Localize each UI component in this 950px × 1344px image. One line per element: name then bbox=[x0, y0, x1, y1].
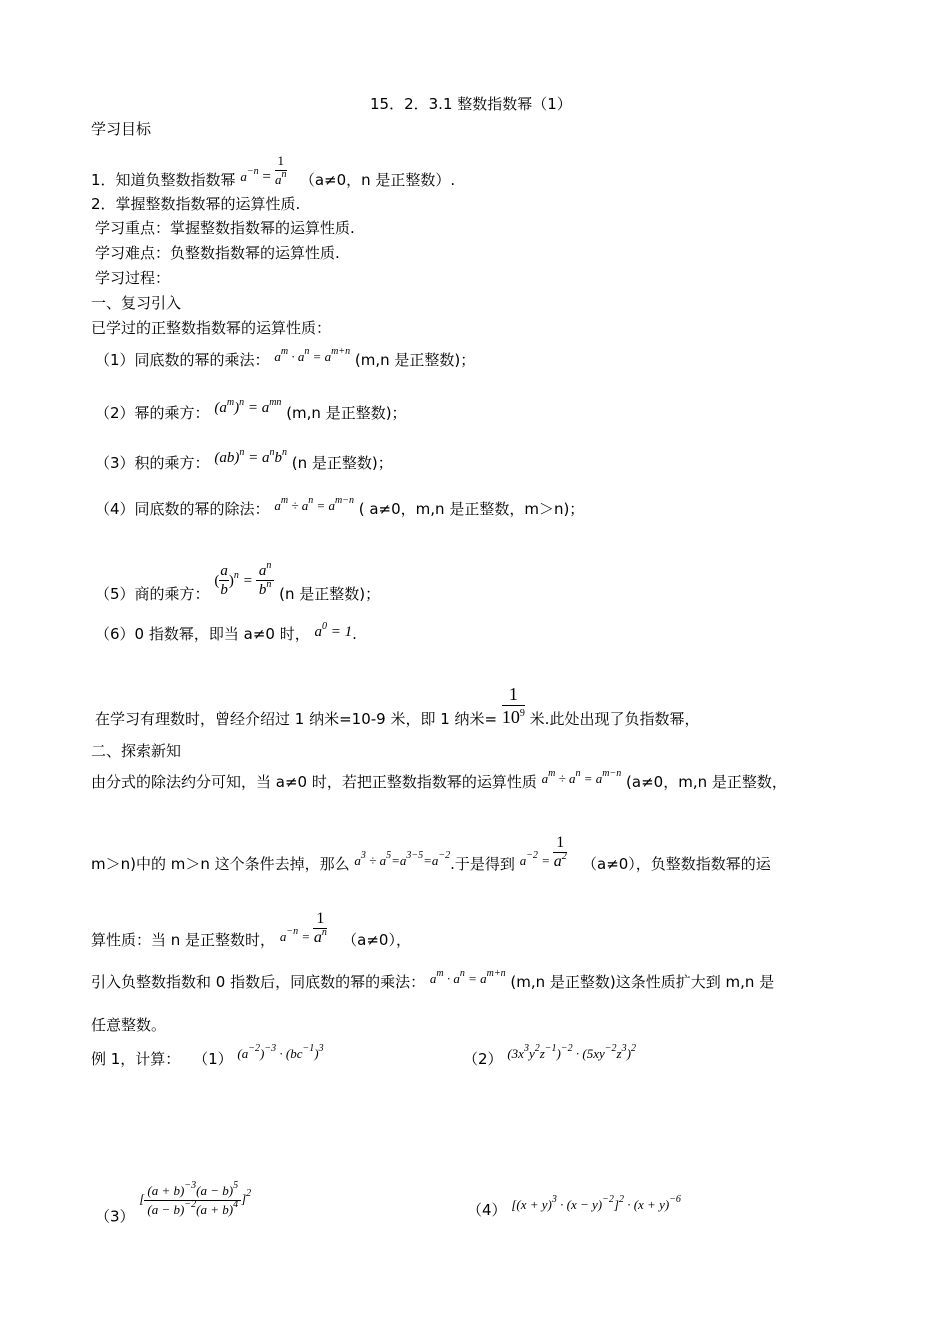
rule-2: （2）幂的乘方： $(a^m)^n = a^{mn}$ (m,n 是正整数)； bbox=[95, 397, 407, 422]
example-1-part-3: （3） [ $\frac{(a + b)^{-3}(a - b)^5}{(a - b)^{-2}(a + b)^4}$ ]$^2$ bbox=[95, 1180, 252, 1226]
objective-2: 2．掌握整数指数幂的运算性质. bbox=[91, 195, 301, 213]
rule-1: （1）同底数的幂的乘法： $a^m \cdot a^n = a^{m+n}$ (m,n 是正整数)； bbox=[95, 346, 476, 369]
rule-5: （5）商的乘方： ( $\frac{a}{b}$ )$^n$ = $\frac{a^n}{b^n}$ (n 是正整数)； bbox=[95, 560, 381, 603]
difficulty: 学习难点：负整数指数幂的运算性质. bbox=[95, 244, 340, 262]
section-1-heading: 一、复习引入 bbox=[91, 294, 182, 312]
example-1-part-1: 例 1，计算： （1） $(a^{-2})^{-3} \cdot (bc^{-1})^3$ bbox=[91, 1043, 324, 1068]
nano-paragraph: 在学习有理数时，曾经介绍过 1 纳米=10-9 米，即 1 纳米= $\frac{1}{10^9}$ 米.此处出现了负指数幂， bbox=[95, 684, 700, 728]
page-title: 15．2．3.1 整数指数幂（1） bbox=[370, 95, 572, 113]
rule-4: （4）同底数的幂的除法： $a^m \div a^n = a^{m-n}$ ( a≠0，m,n 是正整数，m＞n)； bbox=[95, 495, 585, 518]
explore-line-1: 由分式的除法约分可知，当 a≠0 时，若把正整数指数幂的运算性质 $a^m \div a^n = a^{m-n}$ (a≠0，m,n 是正整数， bbox=[91, 768, 787, 791]
extend-end: 任意整数。 bbox=[91, 1016, 167, 1034]
process-heading: 学习过程： bbox=[95, 269, 171, 287]
key-point: 学习重点：掌握整数指数幂的运算性质. bbox=[95, 219, 355, 237]
example-1-part-2: （2） $(3x^3y^2z^{-1})^{-2} \cdot (5xy^{-2}z^3)^2$ bbox=[463, 1043, 636, 1068]
objectives-heading: 学习目标 bbox=[91, 120, 152, 138]
review-intro: 已学过的正整数指数幂的运算性质： bbox=[91, 319, 332, 337]
extend-line: 引入负整数指数和 0 指数后，同底数的幂的乘法： $a^m \cdot a^n = a^{m+n}$ (m,n 是正整数)这条性质扩大到 m,n 是 bbox=[91, 968, 775, 991]
explore-line-2: m＞n)中的 m＞n 这个条件去掉，那么 $a^3 \div a^5=a^{3-5}=a^{-2}$.于是得到 $a^{-2}$ = $\frac{1}{a^2}$ （a≠0），负整数指数幂的运 bbox=[91, 834, 771, 873]
example-1-part-4: （4） $[(x + y)^3 \cdot (x - y)^{-2}]^2 \cdot (x + y)^{-6}$ bbox=[467, 1194, 681, 1219]
rule-6: （6）0 指数幂，即当 a≠0 时， $a^0 = 1$. bbox=[95, 621, 357, 643]
explore-line-3: 算性质：当 n 是正整数时， $a^{-n}$ = $\frac{1}{a^n}$ （a≠0）， bbox=[91, 910, 411, 949]
section-2-heading: 二、探索新知 bbox=[91, 742, 182, 760]
objective-1: 1．知道负整数指数幂 $a^{-n}$ = $\frac{1}{a^n}$ （a≠0，n 是正整数）. bbox=[91, 153, 456, 189]
rule-3: （3）积的乘方： $(ab)^n = a^nb^n$ (n 是正整数)； bbox=[95, 447, 393, 472]
